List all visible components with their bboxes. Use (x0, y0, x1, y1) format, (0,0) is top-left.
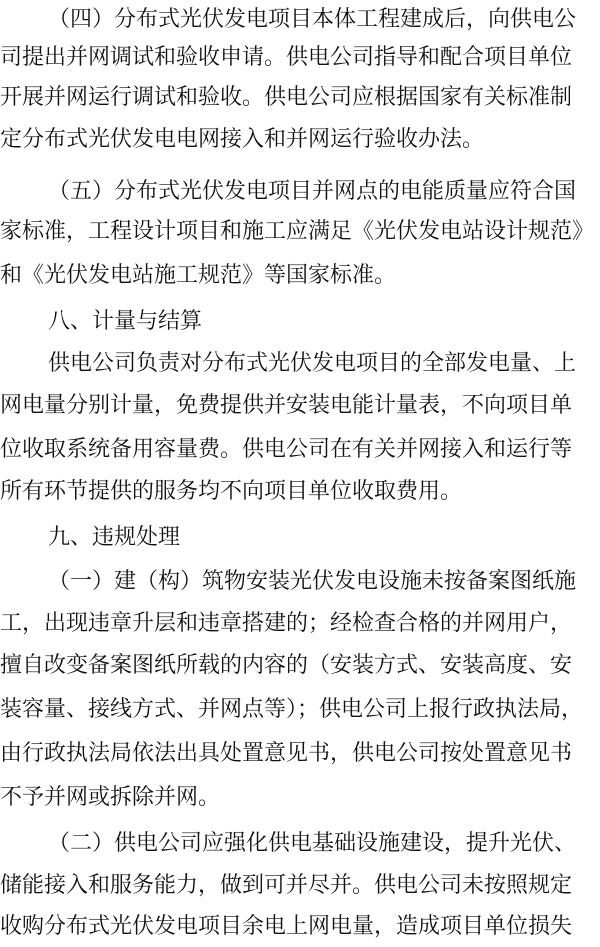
paragraph-4-line-3: 开展并网运行调试和验收。供电公司应根据国家有关标准制 (0, 85, 573, 110)
metering-paragraph-line-3: 位收取系统备用容量费。供电公司在有关并网接入和运行等 (0, 437, 573, 462)
section-heading-metering: 八、计量与结算 (48, 309, 203, 334)
violation-item-1-line-5: 由行政执法局依法出具处置意见书，供电公司按处置意见书 (0, 741, 573, 766)
paragraph-4-line-2: 司提出并网调试和验收申请。供电公司指导和配合项目单位 (0, 45, 573, 70)
violation-item-1-line-4: 装容量、接线方式、并网点等）；供电公司上报行政执法局， (0, 697, 584, 722)
violation-item-1-line-3: 擅自改变备案图纸所载的内容的（安装方式、安装高度、安 (0, 653, 573, 678)
violation-item-1-line-6: 不予并网或拆除并网。 (0, 785, 221, 810)
violation-item-2-line-2: 储能接入和服务能力，做到可并尽并。供电公司未按照规定 (0, 873, 573, 898)
paragraph-4-line-1: （四）分布式光伏发电项目本体工程建成后，向供电公 (48, 7, 577, 32)
metering-paragraph-line-4: 所有环节提供的服务均不向项目单位收取费用。 (0, 479, 463, 504)
metering-paragraph-line-1: 供电公司负责对分布式光伏发电项目的全部发电量、上 (48, 351, 577, 376)
paragraph-5-line-2: 家标准，工程设计项目和施工应满足《光伏发电站设计规范》 (0, 219, 595, 244)
paragraph-5-line-3: 和《光伏发电站施工规范》等国家标准。 (0, 263, 397, 288)
violation-item-1-line-1: （一）建（构）筑物安装光伏发电设施未按备案图纸施 (48, 569, 577, 594)
paragraph-4-line-4: 定分布式光伏发电电网接入和并网运行验收办法。 (0, 127, 485, 152)
paragraph-5-line-1: （五）分布式光伏发电项目并网点的电能质量应符合国 (48, 179, 577, 204)
metering-paragraph-line-2: 网电量分别计量，免费提供并安装电能计量表，不向项目单 (0, 393, 573, 418)
violation-item-1-line-2: 工，出现违章升层和违章搭建的；经检查合格的并网用户， (0, 611, 573, 636)
violation-item-2-line-3: 收购分布式光伏发电项目余电上网电量，造成项目单位损失 (0, 914, 573, 939)
violation-item-2-line-1: （二）供电公司应强化供电基础设施建设，提升光伏、 (48, 831, 577, 856)
section-heading-violations: 九、违规处理 (48, 525, 181, 550)
